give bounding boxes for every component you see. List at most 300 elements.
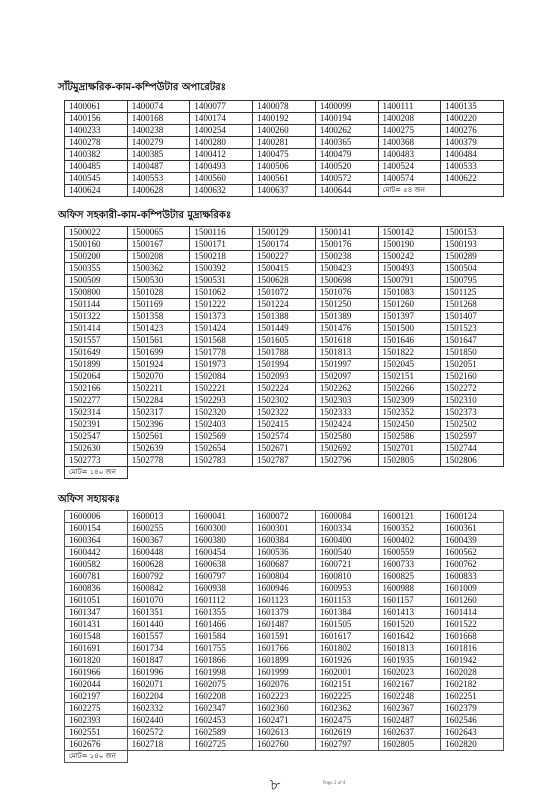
roll-cell: 1400412 [190, 149, 253, 161]
empty-cell [441, 467, 504, 479]
table-row [65, 523, 504, 535]
empty-cell [253, 751, 316, 763]
roll-cell: 1600367 [127, 535, 190, 547]
roll-cell: 1400475 [253, 149, 316, 161]
roll-cell: 1501973 [190, 359, 253, 371]
roll-cell: 1400074 [127, 101, 190, 113]
table-row [65, 383, 504, 395]
roll-cell: 1602471 [253, 715, 316, 727]
roll-cell: 1500160 [65, 239, 128, 251]
table-row [65, 679, 504, 691]
roll-cell: 1502373 [441, 407, 504, 419]
roll-cell: মোট= ৫৪ জন [378, 185, 441, 197]
roll-cell: 1502284 [127, 395, 190, 407]
empty-cell [190, 467, 253, 479]
roll-cell: 1502070 [127, 371, 190, 383]
table-row [65, 311, 504, 323]
roll-cell: 1501222 [190, 299, 253, 311]
roll-cell: 1601548 [65, 631, 128, 643]
roll-cell: 1600810 [315, 571, 378, 583]
roll-cell: 1400572 [315, 173, 378, 185]
table-row [65, 395, 504, 407]
roll-cell: 1400275 [378, 125, 441, 137]
roll-cell: 1502211 [127, 383, 190, 395]
table-row [65, 101, 504, 113]
roll-cell: 1600448 [127, 547, 190, 559]
roll-cell: 1501397 [378, 311, 441, 323]
roll-cell: 1400479 [315, 149, 378, 161]
table-row [65, 185, 504, 197]
roll-cell: 1601591 [253, 631, 316, 643]
table-row [65, 691, 504, 703]
roll-cell: 1602167 [378, 679, 441, 691]
roll-cell: 1602076 [253, 679, 316, 691]
roll-cell: 1600946 [253, 583, 316, 595]
roll-cell: 1501423 [127, 323, 190, 335]
roll-cell: 1502580 [315, 431, 378, 443]
roll-cell: 1602075 [190, 679, 253, 691]
roll-cell: 1501424 [190, 323, 253, 335]
roll-cell: 1600006 [65, 511, 128, 523]
table-row [65, 251, 504, 263]
roll-cell: 1602760 [253, 739, 316, 751]
roll-cell: 1500504 [441, 263, 504, 275]
table-row [65, 739, 504, 751]
table-row [65, 173, 504, 185]
roll-cell: 1602453 [190, 715, 253, 727]
roll-cell: 1501476 [315, 323, 378, 335]
roll-cell: 1602332 [127, 703, 190, 715]
roll-cell: 1501083 [378, 287, 441, 299]
roll-cell: 1501557 [65, 335, 128, 347]
roll-cell: 1601440 [127, 619, 190, 631]
table-row [65, 227, 504, 239]
roll-cell: 1500208 [127, 251, 190, 263]
empty-cell [378, 751, 441, 763]
roll-cell: 1502045 [378, 359, 441, 371]
roll-cell: 1501169 [127, 299, 190, 311]
roll-cell: 1400208 [378, 113, 441, 125]
empty-cell [441, 751, 504, 763]
roll-cell: 1501389 [315, 311, 378, 323]
roll-cell: 1602820 [441, 739, 504, 751]
page-footer: Page 2 of 4 [323, 780, 346, 785]
roll-cell: 1601668 [441, 631, 504, 643]
roll-cell: 1600439 [441, 535, 504, 547]
table-row [65, 547, 504, 559]
roll-cell: 1600721 [315, 559, 378, 571]
roll-cell: 1602393 [65, 715, 128, 727]
roll-cell: 1601942 [441, 655, 504, 667]
roll-cell: 1602613 [253, 727, 316, 739]
roll-cell: 1602487 [378, 715, 441, 727]
office-support-roll-table [64, 510, 504, 763]
roll-cell: 1500129 [253, 227, 316, 239]
roll-cell: 1600013 [127, 511, 190, 523]
roll-cell: 1500116 [190, 227, 253, 239]
roll-cell: 1502630 [65, 443, 128, 455]
table-row [65, 455, 504, 467]
heading-office-assistant-typist: অফিস সহকারী-কাম-কম্পিউটার মুদ্রাক্ষরিকঃ [58, 210, 232, 221]
table-row [65, 715, 504, 727]
heading-stenographer-operator: সাঁটমুদ্রাক্ষরিক-কাম-কম্পিউটার অপারেটরঃ [58, 82, 226, 93]
roll-cell: 1502773 [65, 455, 128, 467]
roll-cell: 1400624 [65, 185, 128, 197]
roll-cell: 1501250 [315, 299, 378, 311]
roll-cell: 1601351 [127, 607, 190, 619]
roll-cell: 1602360 [253, 703, 316, 715]
roll-cell: 1501994 [253, 359, 316, 371]
roll-cell: 1602248 [378, 691, 441, 703]
roll-cell: 1600804 [253, 571, 316, 583]
roll-cell: 1502806 [441, 455, 504, 467]
roll-cell: 1502262 [315, 383, 378, 395]
roll-cell: 1600454 [190, 547, 253, 559]
roll-cell: 1502097 [315, 371, 378, 383]
roll-cell: 1502403 [190, 419, 253, 431]
roll-cell: 1501076 [315, 287, 378, 299]
roll-cell: 1602619 [315, 727, 378, 739]
roll-cell: 1602546 [441, 715, 504, 727]
table-row [65, 703, 504, 715]
roll-cell: 1501500 [378, 323, 441, 335]
roll-cell: 1500167 [127, 239, 190, 251]
roll-cell: 1600041 [190, 511, 253, 523]
roll-cell: 1602637 [378, 727, 441, 739]
roll-cell: 1500530 [127, 275, 190, 287]
table-row [65, 149, 504, 161]
roll-cell: 1502787 [253, 455, 316, 467]
roll-cell: 1601866 [190, 655, 253, 667]
roll-cell: 1600733 [378, 559, 441, 571]
roll-cell: 1501778 [190, 347, 253, 359]
roll-cell: 1400382 [65, 149, 128, 161]
roll-cell: 1602001 [315, 667, 378, 679]
roll-cell: 1500698 [315, 275, 378, 287]
roll-cell: 1500791 [378, 275, 441, 287]
roll-cell: 1600361 [441, 523, 504, 535]
roll-cell: 1602475 [315, 715, 378, 727]
roll-cell: 1602225 [315, 691, 378, 703]
roll-cell: 1400561 [253, 173, 316, 185]
roll-cell: 1602197 [65, 691, 128, 703]
roll-cell: 1501358 [127, 311, 190, 323]
roll-cell: 1502224 [253, 383, 316, 395]
roll-cell: 1600781 [65, 571, 128, 583]
roll-cell: 1501618 [315, 335, 378, 347]
roll-cell: 1502796 [315, 455, 378, 467]
roll-cell: 1501224 [253, 299, 316, 311]
roll-cell: 1601847 [127, 655, 190, 667]
table-row [65, 371, 504, 383]
table-row [65, 407, 504, 419]
table-row [65, 535, 504, 547]
roll-cell: 1501822 [378, 347, 441, 359]
roll-cell: 1400281 [253, 137, 316, 149]
roll-cell: 1502221 [190, 383, 253, 395]
roll-cell: 1400553 [127, 173, 190, 185]
roll-cell: 1602797 [315, 739, 378, 751]
roll-cell: 1500022 [65, 227, 128, 239]
roll-cell: 1400637 [253, 185, 316, 197]
roll-cell: 1601520 [378, 619, 441, 631]
roll-cell: 1400078 [253, 101, 316, 113]
roll-cell: 1502352 [378, 407, 441, 419]
roll-cell: 1502166 [65, 383, 128, 395]
roll-cell: 1500174 [253, 239, 316, 251]
empty-cell [127, 467, 190, 479]
roll-cell: 1500200 [65, 251, 128, 263]
roll-cell: 1502160 [441, 371, 504, 383]
roll-cell: 1501561 [127, 335, 190, 347]
roll-cell: 1500531 [190, 275, 253, 287]
roll-cell: 1501568 [190, 335, 253, 347]
roll-cell: 1602551 [65, 727, 128, 739]
roll-cell: 1602379 [441, 703, 504, 715]
roll-cell: 1502093 [253, 371, 316, 383]
roll-cell: 1602182 [441, 679, 504, 691]
table-row [65, 359, 504, 371]
roll-cell: 1400260 [253, 125, 316, 137]
roll-cell: 1500242 [378, 251, 441, 263]
roll-cell: 1400385 [127, 149, 190, 161]
table-row [65, 595, 504, 607]
roll-cell: 1400061 [65, 101, 128, 113]
roll-cell: 1602223 [253, 691, 316, 703]
roll-cell: 1400220 [441, 113, 504, 125]
roll-cell: 1600121 [378, 511, 441, 523]
roll-cell: 1601966 [65, 667, 128, 679]
roll-cell: 1400622 [441, 173, 504, 185]
roll-cell: 1500190 [378, 239, 441, 251]
roll-cell: 1600833 [441, 571, 504, 583]
table-row [65, 335, 504, 347]
roll-cell: 1501260 [378, 299, 441, 311]
roll-cell: 1501997 [315, 359, 378, 371]
table-row [65, 511, 504, 523]
roll-cell: 1501605 [253, 335, 316, 347]
roll-cell: 1600582 [65, 559, 128, 571]
roll-cell: 1502277 [65, 395, 128, 407]
roll-cell: 1500509 [65, 275, 128, 287]
table-row [65, 443, 504, 455]
roll-cell: 1501646 [378, 335, 441, 347]
roll-cell: 1400233 [65, 125, 128, 137]
roll-cell: 1502084 [190, 371, 253, 383]
roll-cell: 1400379 [441, 137, 504, 149]
roll-cell: 1400174 [190, 113, 253, 125]
table-row [65, 239, 504, 251]
roll-cell: 1502314 [65, 407, 128, 419]
roll-cell: 1502547 [65, 431, 128, 443]
roll-cell: 1501649 [65, 347, 128, 359]
roll-cell: 1601466 [190, 619, 253, 631]
roll-cell: 1502320 [190, 407, 253, 419]
roll-cell: 1601505 [315, 619, 378, 631]
table-row [65, 607, 504, 619]
roll-cell: 1502654 [190, 443, 253, 455]
roll-cell: 1501449 [253, 323, 316, 335]
roll-cell: 1400545 [65, 173, 128, 185]
roll-cell: 1600536 [253, 547, 316, 559]
roll-cell: 1501414 [65, 323, 128, 335]
table-row [65, 275, 504, 287]
roll-cell: 1601816 [441, 643, 504, 655]
roll-cell: 1501028 [127, 287, 190, 299]
roll-cell: 1501523 [441, 323, 504, 335]
roll-cell: 1601999 [253, 667, 316, 679]
roll-cell: 1502396 [127, 419, 190, 431]
roll-cell: 1502272 [441, 383, 504, 395]
roll-cell: 1400485 [65, 161, 128, 173]
roll-cell: 1400368 [378, 137, 441, 149]
roll-cell: 1601998 [190, 667, 253, 679]
roll-cell: 1502502 [441, 419, 504, 431]
roll-cell: 1600334 [315, 523, 378, 535]
roll-cell: 1600380 [190, 535, 253, 547]
roll-cell: 1600842 [127, 583, 190, 595]
roll-cell: 1602589 [190, 727, 253, 739]
roll-cell: 1601355 [190, 607, 253, 619]
office-assistant-typist-roll-table [64, 226, 504, 479]
roll-cell: 1500392 [190, 263, 253, 275]
roll-cell: 1601802 [315, 643, 378, 655]
roll-cell: 1600953 [315, 583, 378, 595]
roll-cell: 1502586 [378, 431, 441, 443]
roll-cell: 1600442 [65, 547, 128, 559]
roll-cell: 1502569 [190, 431, 253, 443]
roll-cell: 1501813 [315, 347, 378, 359]
roll-cell: 1502151 [378, 371, 441, 383]
roll-cell: 1602643 [441, 727, 504, 739]
roll-cell: 1601899 [253, 655, 316, 667]
roll-cell: 1502450 [378, 419, 441, 431]
roll-cell: 1601617 [315, 631, 378, 643]
roll-cell: 1501125 [441, 287, 504, 299]
roll-cell: 1502639 [127, 443, 190, 455]
roll-cell: 1600364 [65, 535, 128, 547]
roll-cell: 1600792 [127, 571, 190, 583]
roll-cell: 1501322 [65, 311, 128, 323]
roll-cell: 1502424 [315, 419, 378, 431]
roll-cell: 1500800 [65, 287, 128, 299]
roll-cell: 1602251 [441, 691, 504, 703]
roll-cell: 1602071 [127, 679, 190, 691]
roll-cell [441, 185, 504, 197]
empty-cell [378, 467, 441, 479]
table-row [65, 347, 504, 359]
roll-cell: 1502671 [253, 443, 316, 455]
table-row [65, 161, 504, 173]
table-row [65, 727, 504, 739]
roll-cell: 1600825 [378, 571, 441, 583]
roll-cell: 1601813 [378, 643, 441, 655]
total-count-cell: মোট= ১৪০ জন [65, 467, 128, 479]
roll-cell: 1600559 [378, 547, 441, 559]
roll-cell: 1602367 [378, 703, 441, 715]
table-row [65, 125, 504, 137]
roll-cell: 1601734 [127, 643, 190, 655]
roll-cell: 1601413 [378, 607, 441, 619]
roll-cell: 1400365 [315, 137, 378, 149]
roll-cell: 1600300 [190, 523, 253, 535]
roll-cell: 1501699 [127, 347, 190, 359]
roll-cell: 1500628 [253, 275, 316, 287]
roll-cell: 1601642 [378, 631, 441, 643]
roll-cell: 1502692 [315, 443, 378, 455]
roll-cell: 1601487 [253, 619, 316, 631]
roll-cell: 1502574 [253, 431, 316, 443]
roll-cell: 1400168 [127, 113, 190, 125]
roll-cell: 1600988 [378, 583, 441, 595]
roll-cell: 1600352 [378, 523, 441, 535]
roll-cell: 1400524 [378, 161, 441, 173]
roll-cell: 1601379 [253, 607, 316, 619]
roll-cell: 1400506 [253, 161, 316, 173]
handwritten-page-number: ৮ [270, 775, 281, 794]
roll-cell: 1502701 [378, 443, 441, 455]
roll-cell: 1601153 [315, 595, 378, 607]
roll-cell: 1500227 [253, 251, 316, 263]
roll-cell: 1602347 [190, 703, 253, 715]
roll-cell: 1400487 [127, 161, 190, 173]
roll-cell: 1500355 [65, 263, 128, 275]
roll-cell: 1600402 [378, 535, 441, 547]
roll-cell: 1601414 [441, 607, 504, 619]
roll-cell: 1600072 [253, 511, 316, 523]
stenographer-roll-table [64, 100, 504, 197]
roll-cell: 1502415 [253, 419, 316, 431]
roll-cell: 1502561 [127, 431, 190, 443]
empty-cell [315, 751, 378, 763]
roll-cell: 1501072 [253, 287, 316, 299]
total-count-cell: মোট= ১৪০ জন [65, 751, 128, 763]
roll-cell: 1400533 [441, 161, 504, 173]
table-row [65, 631, 504, 643]
roll-cell: 1500362 [127, 263, 190, 275]
roll-cell: 1400099 [315, 101, 378, 113]
empty-cell [253, 467, 316, 479]
roll-cell: 1601926 [315, 655, 378, 667]
roll-cell: 1602718 [127, 739, 190, 751]
roll-cell: 1502293 [190, 395, 253, 407]
roll-cell: 1400280 [190, 137, 253, 149]
roll-cell: 1601996 [127, 667, 190, 679]
roll-cell: 1601347 [65, 607, 128, 619]
roll-cell: 1602044 [65, 679, 128, 691]
roll-cell: 1500795 [441, 275, 504, 287]
roll-cell: 1600540 [315, 547, 378, 559]
roll-cell: 1400279 [127, 137, 190, 149]
roll-cell: 1502744 [441, 443, 504, 455]
roll-cell: 1602028 [441, 667, 504, 679]
roll-cell: 1500238 [315, 251, 378, 263]
roll-cell: 1502805 [378, 455, 441, 467]
table-row [65, 137, 504, 149]
roll-cell: 1602275 [65, 703, 128, 715]
roll-cell: 1602805 [378, 739, 441, 751]
roll-cell: 1601260 [441, 595, 504, 607]
roll-cell: 1601557 [127, 631, 190, 643]
roll-cell: 1501924 [127, 359, 190, 371]
roll-cell: 1500141 [315, 227, 378, 239]
roll-cell: 1600836 [65, 583, 128, 595]
roll-cell: 1400493 [190, 161, 253, 173]
roll-cell: 1502302 [253, 395, 316, 407]
table-row [65, 287, 504, 299]
table-row [65, 323, 504, 335]
roll-cell: 1600638 [190, 559, 253, 571]
